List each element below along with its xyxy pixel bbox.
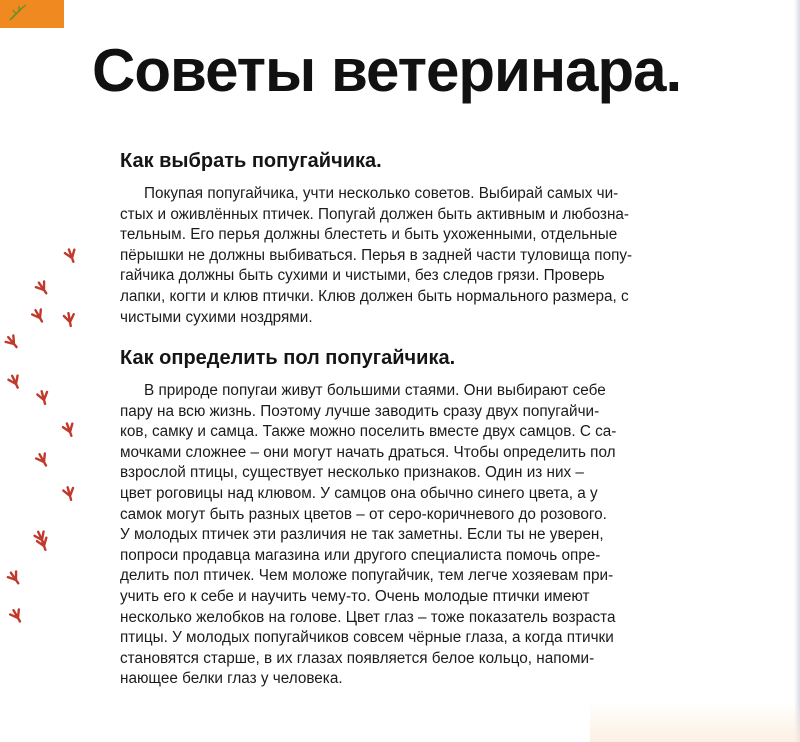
- text-line: цвет роговицы над клювом. У самцов она обычно синего цвета, а у: [120, 484, 598, 502]
- text-line: У молодых птичек эти различия не так заметны. Если ты не уверен,: [120, 526, 604, 544]
- text-line: птицы. У молодых попугайчиков совсем чёрные глаза, а когда птички: [120, 629, 614, 647]
- text-line: несколько желобков на голове. Цвет глаз – тоже показатель возраста: [120, 608, 616, 626]
- text-line: учить его к себе и научить чему-то. Очень молодые птички имеют: [120, 587, 590, 605]
- section-paragraph: [120, 381, 680, 690]
- text-line: ков, самку и самца. Также можно поселить вместе двух самцов. С са-: [120, 423, 617, 441]
- section-paragraph: [120, 184, 680, 328]
- text-line: гайчика должны быть сухими и чистыми, без следов грязи. Проверь: [120, 267, 605, 285]
- page-edge-shadow: [794, 0, 800, 742]
- sprig-icon: [8, 2, 30, 22]
- text-line: пёрышки не должны выбиваться. Перья в задней части туловища попу-: [120, 246, 633, 264]
- page-title: Советы ветеринара.: [92, 37, 682, 104]
- text-line: делить пол птичек. Чем моложе попугайчик, тем легче хозяевам при-: [120, 567, 614, 585]
- section-choose-parrot: [120, 148, 680, 328]
- bottom-corner-tint: [590, 702, 800, 742]
- section-heading: Как выбрать попугайчика.: [120, 150, 382, 172]
- text-line: пару на всю жизнь. Поэтому лучше заводить сразу двух попугайчи-: [120, 402, 600, 420]
- text-line: тельным. Его перья должны блестеть и быть ухоженными, отдельные: [120, 226, 618, 244]
- text-line: взрослой птицы, существует несколько признаков. Один из них –: [120, 464, 584, 482]
- text-line: лапки, когти и клюв птички. Клюв должен быть нормального размера, с: [120, 287, 629, 305]
- text-line: мочками сложнее – они могут начать драться. Чтобы определить пол: [120, 443, 616, 461]
- text-line: Покупая попугайчика, учти несколько советов. Выбирай самых чи-: [144, 185, 619, 202]
- corner-color-tab: [0, 0, 64, 28]
- text-line: становятся старше, в их глазах появляется белое кольцо, напоми-: [120, 649, 595, 667]
- text-line: нающее белки глаз у человека.: [120, 670, 343, 688]
- text-line: самок могут быть разных цветов – от серо-коричневого до розового.: [120, 505, 607, 523]
- text-line: В природе попугаи живут большими стаями. Они выбирают себе: [144, 382, 606, 399]
- text-line: попроси продавца магазина или другого специалиста помочь опре-: [120, 546, 601, 564]
- section-determine-sex: [120, 345, 680, 690]
- section-heading: Как определить пол попугайчика.: [120, 347, 456, 369]
- bird-footprints-icon: [0, 240, 95, 640]
- text-line: чистыми сухими ноздрями.: [120, 308, 313, 326]
- text-line: стых и оживлённых птичек. Попугай должен быть активным и любозна-: [120, 205, 629, 223]
